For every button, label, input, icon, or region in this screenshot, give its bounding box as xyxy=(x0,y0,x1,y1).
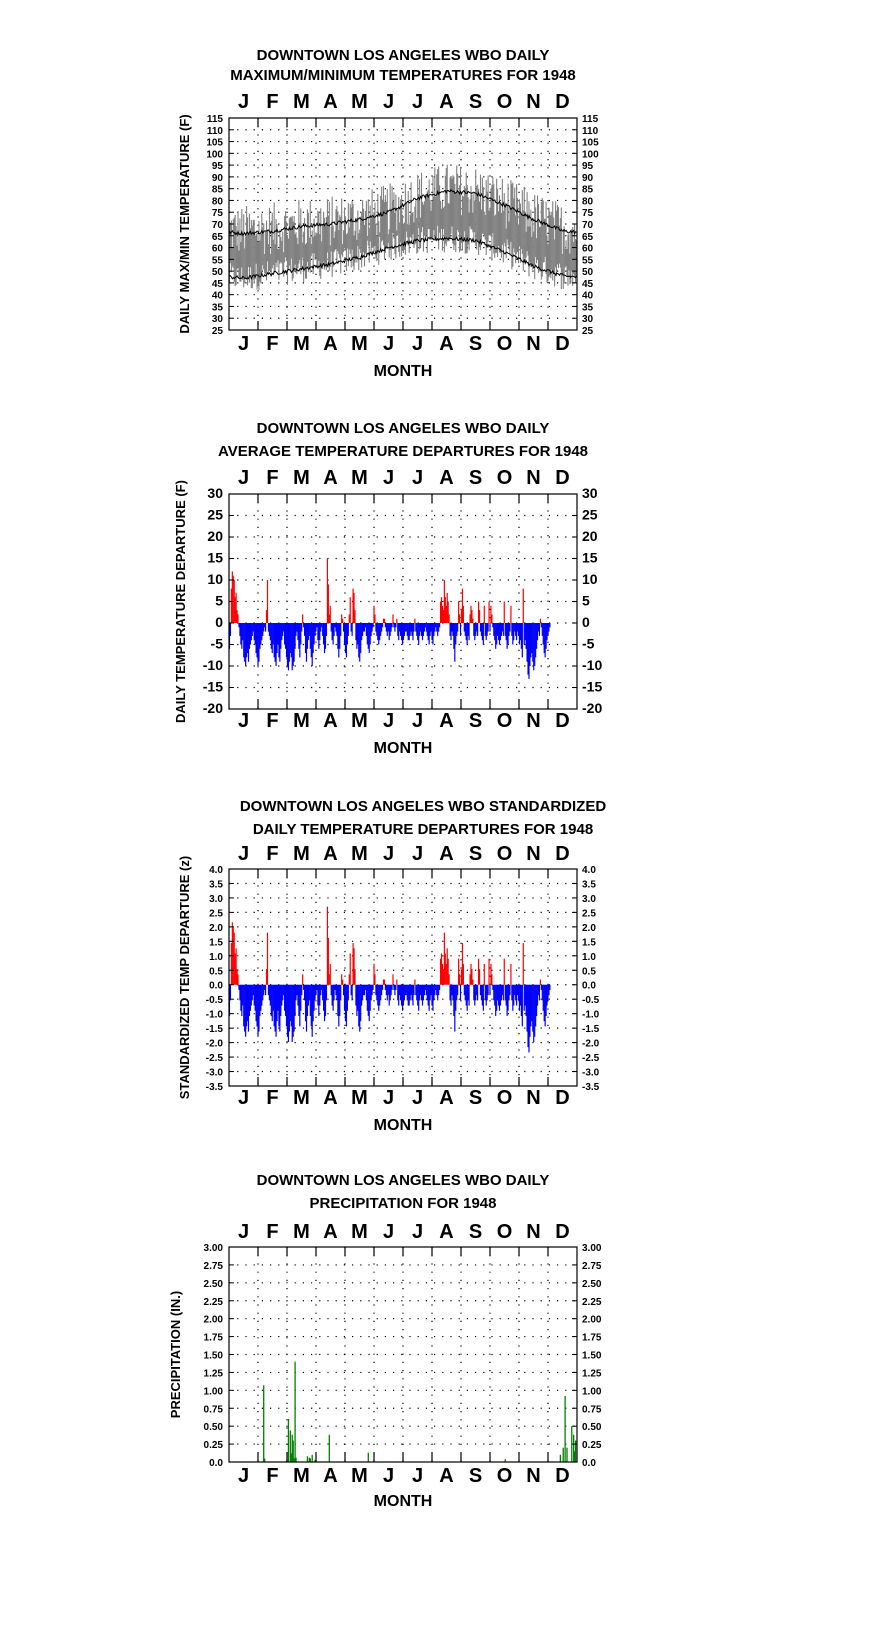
month-label-top: S xyxy=(468,1221,483,1243)
month-label-top: J xyxy=(237,467,250,489)
ytick-label-left: 100 xyxy=(206,149,223,161)
ytick-label-right: 0.50 xyxy=(582,1422,602,1434)
month-label-bottom: N xyxy=(526,710,541,732)
month-label-bottom: M xyxy=(351,1087,368,1109)
month-label-top: M xyxy=(351,1221,368,1243)
month-label-bottom: F xyxy=(266,710,279,732)
month-label-top: J xyxy=(382,91,395,113)
ytick-label-left: -5 xyxy=(210,635,223,652)
ytick-label-left: 2.00 xyxy=(203,1314,223,1326)
month-label-top: M xyxy=(351,91,368,113)
ytick-label-left: -0.5 xyxy=(205,995,223,1007)
ytick-label-left: 75 xyxy=(211,208,223,220)
month-label-bottom: J xyxy=(237,710,250,732)
month-label-bottom: F xyxy=(266,1087,279,1109)
chart-panel-4 xyxy=(168,1172,602,1510)
ytick-label-left: -15 xyxy=(202,678,223,695)
ytick-label-right: 60 xyxy=(582,243,594,255)
ytick-label-right: 110 xyxy=(582,125,599,137)
ytick-label-left: -1.0 xyxy=(205,1009,223,1021)
ytick-label-right: 10 xyxy=(582,571,598,587)
ytick-label-right: 1.0 xyxy=(582,951,596,963)
ytick-label-right: 80 xyxy=(582,196,594,208)
ytick-label-left: 2.0 xyxy=(209,922,223,934)
ytick-label-left: 25 xyxy=(207,506,223,523)
month-label-bottom: J xyxy=(382,710,395,732)
ytick-label-right: 95 xyxy=(582,161,594,173)
month-label-top: A xyxy=(439,843,454,865)
month-label-top: M xyxy=(351,467,368,489)
month-label-bottom: D xyxy=(555,1465,570,1487)
precipitation-bars xyxy=(264,1362,576,1462)
month-label-bottom: N xyxy=(526,333,541,355)
ytick-label-left: 2.25 xyxy=(203,1296,223,1308)
ytick-label-left: 0 xyxy=(215,614,223,630)
month-label-bottom: A xyxy=(323,710,338,732)
month-label-bottom: J xyxy=(237,333,250,355)
month-label-top: N xyxy=(526,843,541,865)
ytick-label-right: 2.00 xyxy=(582,1314,602,1326)
ytick-label-right: 0 xyxy=(582,614,590,630)
month-label-bottom: J xyxy=(411,333,424,355)
ytick-label-right: 2.75 xyxy=(582,1260,602,1272)
month-label-bottom: J xyxy=(382,1087,395,1109)
ytick-label-right: 90 xyxy=(582,172,594,184)
ytick-label-left: 0.0 xyxy=(209,980,223,992)
ytick-label-right: 35 xyxy=(582,302,594,314)
y-axis-label: DAILY TEMPERATURE DEPARTURE (F) xyxy=(173,480,188,723)
month-label-bottom: J xyxy=(237,1465,250,1487)
ytick-label-right: 0.0 xyxy=(582,1458,596,1469)
month-label-top: N xyxy=(526,467,541,489)
month-label-bottom: S xyxy=(468,710,483,732)
ytick-label-right: 1.50 xyxy=(582,1350,602,1362)
ytick-label-left: 3.0 xyxy=(209,893,223,905)
ytick-label-left: 50 xyxy=(211,267,223,279)
chart-panel-1 xyxy=(177,47,599,380)
ytick-label-right: 55 xyxy=(582,255,594,267)
month-label-bottom: A xyxy=(439,710,454,732)
x-axis-label: MONTH xyxy=(373,1117,433,1134)
ytick-label-right: 25 xyxy=(582,506,598,523)
month-label-bottom: A xyxy=(323,1087,338,1109)
month-label-bottom: M xyxy=(293,1465,310,1487)
chart-title-line: DOWNTOWN LOS ANGELES WBO STANDARDIZED xyxy=(239,798,607,815)
ytick-label-left: 115 xyxy=(206,114,223,125)
ytick-label-right: -3.5 xyxy=(582,1082,600,1093)
ytick-label-left: -20 xyxy=(202,700,223,716)
ytick-label-left: 1.5 xyxy=(209,937,223,949)
ytick-label-right: 70 xyxy=(582,220,594,231)
month-label-bottom: S xyxy=(468,333,483,355)
ytick-label-left: 105 xyxy=(206,137,223,149)
month-label-top: A xyxy=(439,91,454,113)
month-label-bottom: J xyxy=(411,1087,424,1109)
ytick-label-left: 5 xyxy=(215,592,223,609)
month-label-bottom: S xyxy=(468,1087,483,1109)
month-label-bottom: D xyxy=(555,1087,570,1109)
ytick-label-left: 2.75 xyxy=(203,1260,223,1272)
month-label-top: S xyxy=(468,843,483,865)
ytick-label-left: 30 xyxy=(207,485,223,501)
ytick-label-left: 25 xyxy=(211,326,223,337)
ytick-label-right: -2.0 xyxy=(582,1038,600,1050)
chart-panel-2 xyxy=(173,420,602,757)
ytick-label-right: 15 xyxy=(582,549,598,566)
month-label-top: O xyxy=(496,1221,513,1243)
ytick-label-left: 15 xyxy=(207,549,223,566)
ytick-label-right: -0.5 xyxy=(582,995,600,1007)
month-label-top: D xyxy=(555,467,570,489)
ytick-label-left: 0.75 xyxy=(203,1404,223,1416)
ytick-label-left: 3.5 xyxy=(209,879,223,891)
ytick-label-right: 75 xyxy=(582,208,594,220)
month-label-bottom: N xyxy=(526,1087,541,1109)
ytick-label-left: 0.50 xyxy=(203,1422,223,1434)
month-label-top: J xyxy=(237,91,250,113)
chart-title-line: PRECIPITATION FOR 1948 xyxy=(309,1195,497,1212)
ytick-label-left: 35 xyxy=(211,302,223,314)
month-label-top: J xyxy=(382,843,395,865)
month-label-top: J xyxy=(382,1221,395,1243)
ytick-label-right: 0.25 xyxy=(582,1440,602,1452)
ytick-label-right: 1.25 xyxy=(582,1368,602,1380)
chart-title-line: MAXIMUM/MINIMUM TEMPERATURES FOR 1948 xyxy=(230,67,576,84)
month-label-bottom: J xyxy=(411,1465,424,1487)
ytick-label-right: -20 xyxy=(582,700,603,716)
ytick-label-right: 2.0 xyxy=(582,922,596,934)
chart-title-line: DOWNTOWN LOS ANGELES WBO DAILY xyxy=(256,47,550,64)
ytick-label-right: 5 xyxy=(582,592,590,609)
ytick-label-right: 2.5 xyxy=(582,908,596,920)
month-label-top: S xyxy=(468,467,483,489)
ytick-label-left: -1.5 xyxy=(205,1024,223,1036)
month-label-top: J xyxy=(411,91,424,113)
ytick-label-left: 60 xyxy=(211,243,223,255)
month-label-bottom: A xyxy=(439,1087,454,1109)
ytick-label-right: 50 xyxy=(582,267,594,279)
month-label-bottom: J xyxy=(382,1465,395,1487)
y-axis-label: PRECIPITATION (IN.) xyxy=(168,1290,183,1419)
ytick-label-right: 0.5 xyxy=(582,966,596,978)
ytick-label-right: 40 xyxy=(582,290,594,302)
month-label-top: J xyxy=(411,1221,424,1243)
ytick-label-left: -3.5 xyxy=(205,1082,223,1093)
ytick-label-right: 115 xyxy=(582,114,599,125)
ytick-label-left: 20 xyxy=(207,528,223,544)
month-label-top: O xyxy=(496,467,513,489)
month-label-top: M xyxy=(293,1221,310,1243)
month-label-top: A xyxy=(439,467,454,489)
ytick-label-left: 4.0 xyxy=(209,865,223,876)
month-label-top: F xyxy=(266,843,279,865)
ytick-label-left: 70 xyxy=(211,220,223,231)
ytick-label-left: 3.00 xyxy=(203,1243,223,1254)
y-axis-label: STANDARDIZED TEMP DEPARTURE (z) xyxy=(177,855,192,1100)
ytick-label-right: 45 xyxy=(582,278,594,290)
ytick-label-left: 2.5 xyxy=(209,908,223,920)
x-axis-label: MONTH xyxy=(373,363,433,380)
month-label-bottom: M xyxy=(293,710,310,732)
ytick-label-right: 105 xyxy=(582,137,599,149)
ytick-label-right: 65 xyxy=(582,231,594,243)
month-label-top: J xyxy=(237,1221,250,1243)
ytick-label-left: 30 xyxy=(211,314,223,326)
month-label-bottom: O xyxy=(496,1465,513,1487)
ytick-label-right: 100 xyxy=(582,149,599,161)
ytick-label-left: 10 xyxy=(207,571,223,587)
ytick-label-right: 1.75 xyxy=(582,1332,602,1344)
ytick-label-right: 30 xyxy=(582,314,594,326)
month-label-bottom: A xyxy=(439,333,454,355)
ytick-label-right: -10 xyxy=(582,657,603,673)
ytick-label-right: 4.0 xyxy=(582,865,596,876)
month-label-top: O xyxy=(496,843,513,865)
ytick-label-left: -10 xyxy=(202,657,223,673)
ytick-label-right: 3.0 xyxy=(582,893,596,905)
chart-title-line: DAILY TEMPERATURE DEPARTURES FOR 1948 xyxy=(252,821,594,838)
month-label-bottom: M xyxy=(351,333,368,355)
ytick-label-left: 0.5 xyxy=(209,966,223,978)
month-label-top: D xyxy=(555,91,570,113)
month-label-top: D xyxy=(555,843,570,865)
month-label-bottom: S xyxy=(468,1465,483,1487)
chart-panel-3 xyxy=(177,798,606,1134)
ytick-label-left: -2.0 xyxy=(205,1038,223,1050)
ytick-label-right: -2.5 xyxy=(582,1053,600,1065)
ytick-label-right: 20 xyxy=(582,528,598,544)
ytick-label-left: 1.00 xyxy=(203,1386,223,1398)
month-label-bottom: J xyxy=(237,1087,250,1109)
month-label-top: A xyxy=(439,1221,454,1243)
month-label-top: D xyxy=(555,1221,570,1243)
ytick-label-left: 95 xyxy=(211,161,223,173)
ytick-label-left: 1.75 xyxy=(203,1332,223,1344)
month-label-bottom: A xyxy=(323,333,338,355)
ytick-label-left: 110 xyxy=(206,125,223,137)
month-label-top: N xyxy=(526,91,541,113)
ytick-label-left: -3.0 xyxy=(205,1067,223,1079)
month-label-bottom: A xyxy=(323,1465,338,1487)
month-label-top: O xyxy=(496,91,513,113)
ytick-label-right: 2.25 xyxy=(582,1296,602,1308)
ytick-label-left: 2.50 xyxy=(203,1278,223,1290)
ytick-label-right: -5 xyxy=(582,635,595,652)
month-label-top: A xyxy=(323,843,338,865)
ytick-label-right: -3.0 xyxy=(582,1067,600,1079)
x-axis-label: MONTH xyxy=(373,740,433,757)
ytick-label-left: 90 xyxy=(211,172,223,184)
month-label-top: M xyxy=(293,843,310,865)
ytick-label-left: 1.25 xyxy=(203,1368,223,1380)
x-axis-label: MONTH xyxy=(373,1493,433,1510)
month-label-bottom: J xyxy=(411,710,424,732)
ytick-label-right: 0.75 xyxy=(582,1404,602,1416)
ytick-label-right: -1.0 xyxy=(582,1009,600,1021)
month-label-top: A xyxy=(323,467,338,489)
ytick-label-left: 85 xyxy=(211,184,223,196)
month-label-bottom: F xyxy=(266,1465,279,1487)
chart-title-line: AVERAGE TEMPERATURE DEPARTURES FOR 1948 xyxy=(217,443,589,460)
month-label-bottom: O xyxy=(496,1087,513,1109)
y-axis-label: DAILY MAX/MIN TEMPERATURE (F) xyxy=(177,114,192,334)
month-label-top: N xyxy=(526,1221,541,1243)
month-label-bottom: M xyxy=(293,1087,310,1109)
ytick-label-left: 40 xyxy=(211,290,223,302)
ytick-label-left: 1.50 xyxy=(203,1350,223,1362)
ytick-label-right: 0.0 xyxy=(582,980,596,992)
ytick-label-right: 3.5 xyxy=(582,879,596,891)
month-label-bottom: M xyxy=(351,1465,368,1487)
month-label-top: J xyxy=(382,467,395,489)
month-label-top: F xyxy=(266,467,279,489)
ytick-label-left: 0.0 xyxy=(209,1458,223,1469)
month-label-bottom: F xyxy=(266,333,279,355)
month-label-top: S xyxy=(468,91,483,113)
ytick-label-left: 0.25 xyxy=(203,1440,223,1452)
ytick-label-left: 55 xyxy=(211,255,223,267)
month-label-top: J xyxy=(411,467,424,489)
month-label-top: M xyxy=(351,843,368,865)
chart-title-line: DOWNTOWN LOS ANGELES WBO DAILY xyxy=(256,420,550,437)
ytick-label-left: 1.0 xyxy=(209,951,223,963)
month-label-bottom: M xyxy=(351,710,368,732)
month-label-bottom: O xyxy=(496,333,513,355)
month-label-bottom: D xyxy=(555,333,570,355)
plot-frame xyxy=(229,869,577,1086)
month-label-bottom: M xyxy=(293,333,310,355)
ytick-label-right: -1.5 xyxy=(582,1024,600,1036)
chart-title-line: DOWNTOWN LOS ANGELES WBO DAILY xyxy=(256,1172,550,1189)
ytick-label-right: 2.50 xyxy=(582,1278,602,1290)
month-label-top: F xyxy=(266,1221,279,1243)
ytick-label-right: 1.00 xyxy=(582,1386,602,1398)
ytick-label-left: -2.5 xyxy=(205,1053,223,1065)
departure-bars xyxy=(229,907,549,1053)
ytick-label-right: 25 xyxy=(582,326,594,337)
ytick-label-right: 3.00 xyxy=(582,1243,602,1254)
ytick-label-left: 45 xyxy=(211,278,223,290)
month-label-top: F xyxy=(266,91,279,113)
ytick-label-right: 85 xyxy=(582,184,594,196)
ytick-label-left: 80 xyxy=(211,196,223,208)
ytick-label-right: -15 xyxy=(582,678,603,695)
month-label-top: M xyxy=(293,467,310,489)
ytick-label-right: 30 xyxy=(582,485,598,501)
month-label-top: J xyxy=(237,843,250,865)
departure-bars xyxy=(229,559,549,679)
month-label-top: A xyxy=(323,1221,338,1243)
month-label-top: A xyxy=(323,91,338,113)
ytick-label-right: 1.5 xyxy=(582,937,596,949)
month-label-bottom: O xyxy=(496,710,513,732)
month-label-bottom: N xyxy=(526,1465,541,1487)
month-label-bottom: A xyxy=(439,1465,454,1487)
month-label-top: M xyxy=(293,91,310,113)
month-label-bottom: D xyxy=(555,710,570,732)
ytick-label-left: 65 xyxy=(211,231,223,243)
month-label-top: J xyxy=(411,843,424,865)
month-label-bottom: J xyxy=(382,333,395,355)
